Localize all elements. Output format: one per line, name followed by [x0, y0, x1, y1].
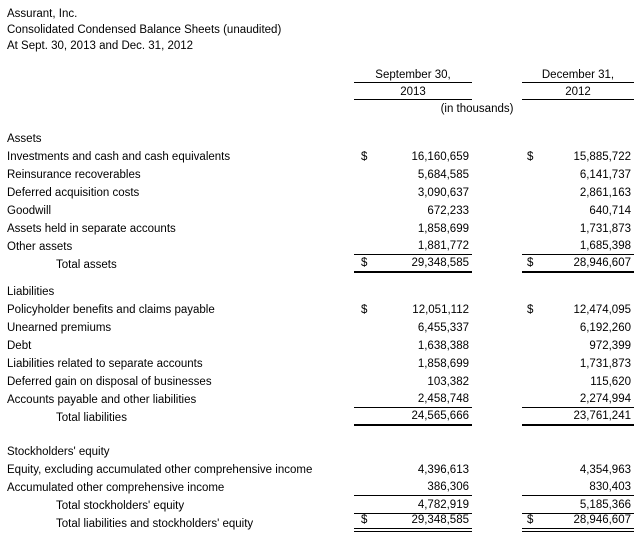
dollar-sign: $ [361, 257, 368, 269]
row-label: Total liabilities and stockholders' equity [56, 518, 254, 530]
value-2012: 1,731,873 [579, 223, 631, 235]
amount-2012 [522, 240, 634, 255]
dollar-sign: $ [527, 514, 534, 526]
amount-2012 [522, 169, 634, 183]
amount-2012 [522, 151, 634, 165]
row-label: Deferred acquisition costs [7, 187, 140, 199]
value-2012: 1,685,398 [579, 240, 631, 252]
amount-2013 [354, 376, 472, 390]
value-2012: 23,761,241 [573, 410, 631, 422]
value-2012: 5,185,366 [579, 499, 631, 511]
value-2012: 1,731,873 [579, 358, 631, 370]
total-liabilities-row [7, 408, 640, 426]
amount-2013 [354, 481, 472, 496]
value-2013: 6,455,337 [417, 322, 469, 334]
dollar-sign: $ [527, 257, 534, 269]
amount-2012 [522, 340, 634, 354]
amount-2012 [522, 223, 634, 237]
grand-total-row [7, 514, 640, 532]
row-label: Total assets [56, 259, 117, 271]
table-row [7, 318, 640, 336]
column-headers [7, 66, 640, 117]
row-label: Total stockholders' equity [56, 500, 185, 512]
column-header-month-row [7, 66, 640, 83]
amount-2012 [522, 376, 634, 390]
row-label: Goodwill [7, 205, 52, 217]
amount-2013 [354, 464, 472, 478]
table-row [7, 390, 640, 408]
table-row [7, 372, 640, 390]
value-2012: 2,861,163 [579, 187, 631, 199]
dollar-sign: $ [361, 304, 368, 316]
table-row [7, 300, 640, 318]
value-2013: 12,051,112 [412, 304, 469, 316]
row-label: Reinsurance recoverables [7, 169, 141, 181]
row-label: Equity, excluding accumulated other comprehensive income [7, 464, 313, 476]
table-row [7, 336, 640, 354]
section-heading-assets: Assets [7, 133, 42, 145]
row-label: Total liabilities [56, 412, 127, 424]
value-2012: 830,403 [589, 481, 631, 493]
amount-2013 [354, 304, 472, 318]
amount-2013 [354, 514, 472, 532]
row-label: Assets held in separate accounts [7, 223, 176, 235]
row-label: Unearned premiums [7, 322, 112, 334]
column-header-2013: 2013 [354, 86, 472, 100]
value-2012: 6,192,260 [579, 322, 631, 334]
value-2012: 12,474,095 [573, 304, 631, 316]
section-liabilities [7, 282, 640, 426]
amount-2013 [354, 257, 472, 273]
value-2012: 28,946,607 [573, 514, 631, 526]
amount-2013 [354, 322, 472, 336]
value-2013: 386,306 [427, 481, 469, 493]
dollar-sign: $ [527, 304, 534, 316]
value-2013: 3,090,637 [417, 187, 469, 199]
amount-2013 [354, 187, 472, 201]
dollar-sign: $ [527, 151, 534, 163]
amount-2012 [522, 514, 634, 532]
value-2012: 2,274,994 [579, 393, 631, 405]
section-heading-row [7, 442, 640, 460]
amount-2012 [522, 464, 634, 478]
amount-2013 [354, 169, 472, 183]
section-equity [7, 442, 640, 532]
row-label: Accounts payable and other liabilities [7, 394, 197, 406]
section-assets [7, 129, 640, 273]
amount-2012 [522, 393, 634, 408]
total-stockholders-equity-row [7, 496, 640, 514]
amount-2012 [522, 358, 634, 372]
value-2013: 5,684,585 [417, 169, 469, 181]
value-2013: 29,348,585 [411, 514, 469, 526]
amount-2013 [354, 410, 472, 426]
value-2013: 2,458,748 [417, 393, 469, 405]
table-row [7, 219, 640, 237]
row-label: Investments and cash and cash equivalents [7, 151, 231, 163]
amount-2013 [354, 151, 472, 165]
section-heading-row [7, 129, 640, 147]
row-label: Debt [7, 340, 32, 352]
value-2013: 1,881,772 [417, 240, 469, 252]
amount-2012 [522, 481, 634, 496]
amount-2013 [354, 205, 472, 219]
amount-2012 [522, 205, 634, 219]
amount-2013 [354, 358, 472, 372]
value-2012: 115,620 [590, 376, 631, 388]
amount-2012 [522, 257, 634, 273]
dollar-sign: $ [361, 514, 368, 526]
value-2013: 4,396,613 [417, 464, 469, 476]
column-header-2012: 2012 [522, 86, 634, 100]
amount-2012 [522, 304, 634, 318]
amount-2012 [522, 499, 634, 514]
value-2013: 672,233 [427, 205, 469, 217]
dollar-sign: $ [361, 151, 368, 163]
amount-2012 [522, 187, 634, 201]
table-row [7, 354, 640, 372]
amount-2013 [354, 340, 472, 354]
value-2012: 640,714 [589, 205, 631, 217]
value-2013: 1,638,388 [417, 340, 469, 352]
amount-2012 [522, 410, 634, 426]
amount-2013 [354, 223, 472, 237]
column-header-december: December 31, [522, 69, 634, 83]
table-row [7, 460, 640, 478]
statement-period: At Sept. 30, 2013 and Dec. 31, 2012 [7, 40, 194, 52]
amount-2013 [354, 499, 472, 514]
amount-2012 [522, 322, 634, 336]
value-2013: 4,782,919 [417, 499, 469, 511]
value-2012: 4,354,963 [579, 464, 631, 476]
table-row [7, 237, 640, 255]
amount-2013 [354, 240, 472, 255]
company-name: Assurant, Inc. [7, 8, 78, 20]
table-row [7, 147, 640, 165]
column-header-september: September 30, [354, 69, 472, 83]
value-2013: 1,858,699 [417, 223, 469, 235]
row-label: Policyholder benefits and claims payable [7, 304, 215, 316]
units-label: (in thousands) [440, 103, 514, 115]
table-row [7, 165, 640, 183]
statement-title: Consolidated Condensed Balance Sheets (unaudited) [7, 24, 282, 36]
table-row [7, 183, 640, 201]
value-2012: 28,946,607 [573, 257, 631, 269]
table-row [7, 478, 640, 496]
row-label: Accumulated other comprehensive income [7, 482, 225, 494]
value-2012: 972,399 [589, 340, 631, 352]
value-2013: 16,160,659 [411, 151, 469, 163]
value-2012: 6,141,737 [579, 169, 631, 181]
section-heading-row [7, 282, 640, 300]
value-2013: 24,565,666 [411, 410, 469, 422]
table-row [7, 201, 640, 219]
column-header-year-row [7, 83, 640, 100]
total-assets-row [7, 255, 640, 273]
amount-2013 [354, 393, 472, 408]
row-label: Other assets [7, 241, 73, 253]
value-2013: 103,382 [427, 376, 469, 388]
value-2013: 29,348,585 [411, 257, 469, 269]
section-heading-equity: Stockholders' equity [7, 446, 110, 458]
value-2012: 15,885,722 [573, 151, 631, 163]
row-label: Liabilities related to separate accounts [7, 358, 203, 370]
units-row [7, 100, 640, 117]
row-label: Deferred gain on disposal of businesses [7, 376, 212, 388]
value-2013: 1,858,699 [417, 358, 469, 370]
section-heading-liabilities: Liabilities [7, 286, 55, 298]
